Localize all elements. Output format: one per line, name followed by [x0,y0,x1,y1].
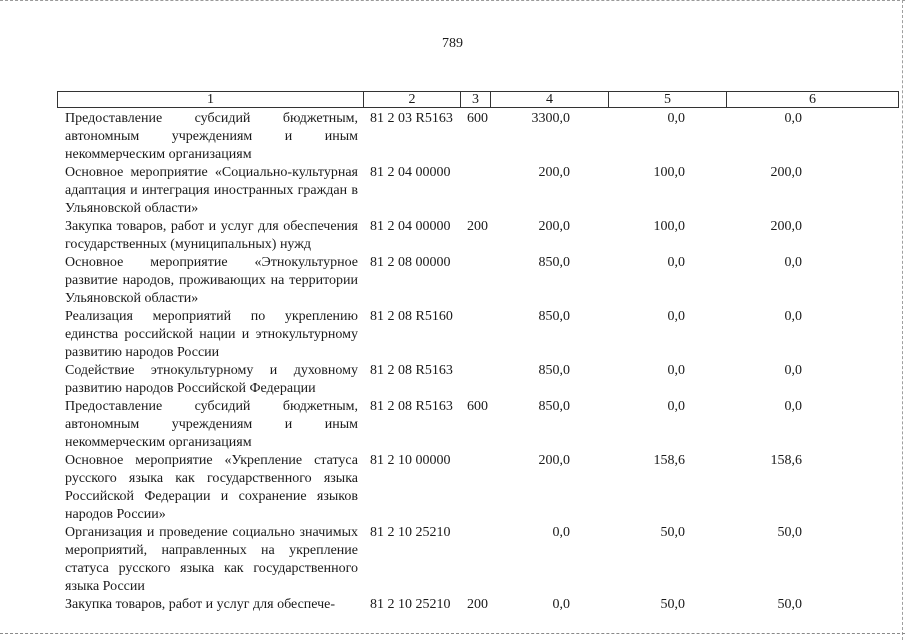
row-expense-type: 200 [467,597,488,612]
row-value-col5: 0,0 [667,363,685,378]
row-description: Реализация мероприятий по укреплению единства российской нации и этнокультурному развитию народов России [65,309,358,360]
row-value-col5: 0,0 [667,399,685,414]
row-value-col6: 50,0 [777,525,802,540]
row-value-col5: 100,0 [653,165,685,180]
row-value-col4: 0,0 [552,525,570,540]
header-col-6: 6 [809,92,816,107]
row-code: 81 2 10 25210 [370,525,451,540]
row-expense-type: 600 [467,399,488,414]
row-value-col6: 0,0 [784,309,802,324]
row-value-col5: 158,6 [653,453,685,468]
row-value-col4: 0,0 [552,597,570,612]
scan-edge-bottom [0,632,905,634]
header-col-5: 5 [609,92,727,107]
table-row [0,218,905,254]
row-value-col5: 50,0 [660,525,685,540]
row-expense-type: 600 [467,111,488,126]
row-value-col5: 0,0 [667,111,685,126]
table-row [0,164,905,218]
row-value-col6: 0,0 [784,255,802,270]
row-value-col6: 200,0 [770,219,802,234]
header-col-1: 1 [58,92,364,107]
row-code: 81 2 10 25210 [370,597,451,612]
table-row [0,596,905,616]
row-description: Предоставление субсидий бюджетным, автономным учреждениям и иным некоммерческим организациям [65,111,358,162]
row-code: 81 2 03 R5163 [370,111,453,126]
row-description: Закупка товаров, работ и услуг для обеспечения государственных (муниципальных) нужд [65,219,358,252]
row-code: 81 2 08 R5160 [370,309,453,324]
header-col-2: 2 [364,92,461,107]
row-value-col6: 0,0 [784,399,802,414]
header-col-3: 3 [461,92,491,107]
table-body [0,110,905,616]
row-expense-type: 200 [467,219,488,234]
row-description: Основное мероприятие «Этнокультурное развитие народов, проживающих на территории Ульяновской области» [65,255,358,306]
header-col-4: 4 [491,92,609,107]
row-value-col6: 0,0 [784,363,802,378]
row-value-col4: 200,0 [538,219,570,234]
row-value-col5: 0,0 [667,255,685,270]
row-value-col5: 0,0 [667,309,685,324]
row-code: 81 2 08 R5163 [370,363,453,378]
row-value-col4: 850,0 [538,255,570,270]
row-code: 81 2 10 00000 [370,453,451,468]
table-row [0,524,905,596]
row-value-col6: 50,0 [777,597,802,612]
row-value-col4: 850,0 [538,363,570,378]
scan-edge-top [0,0,905,4]
row-code: 81 2 04 00000 [370,165,451,180]
row-value-col5: 50,0 [660,597,685,612]
table-row [0,110,905,164]
page-number: 789 [442,36,463,51]
row-description: Основное мероприятие «Социально-культурная адаптация и интеграция иностранных граждан в Ульяновской области» [65,165,358,216]
row-description: Организация и проведение социально значимых мероприятий, направленных на укрепление статуса русского языка как государственного языка России [65,525,358,594]
row-description: Основное мероприятие «Укрепление статуса русского языка как государственного языка Российской Федерации и сохранение языков народов России» [65,453,358,522]
row-value-col6: 200,0 [770,165,802,180]
row-description: Предоставление субсидий бюджетным, автономным учреждениям и иным некоммерческим организациям [65,399,358,450]
table-header [57,91,899,108]
row-code: 81 2 04 00000 [370,219,451,234]
table-row [0,398,905,452]
row-value-col4: 200,0 [538,453,570,468]
row-value-col4: 200,0 [538,165,570,180]
row-value-col4: 850,0 [538,309,570,324]
table-row [0,452,905,524]
row-description: Содействие этнокультурному и духовному развитию народов Российской Федерации [65,363,358,396]
row-code: 81 2 08 00000 [370,255,451,270]
row-code: 81 2 08 R5163 [370,399,453,414]
row-value-col5: 100,0 [653,219,685,234]
row-value-col6: 0,0 [784,111,802,126]
table-row [0,362,905,398]
row-value-col4: 850,0 [538,399,570,414]
row-value-col6: 158,6 [770,453,802,468]
row-value-col4: 3300,0 [531,111,570,126]
table-row [0,308,905,362]
row-description: Закупка товаров, работ и услуг для обеспече- [65,597,336,612]
table-row [0,254,905,308]
